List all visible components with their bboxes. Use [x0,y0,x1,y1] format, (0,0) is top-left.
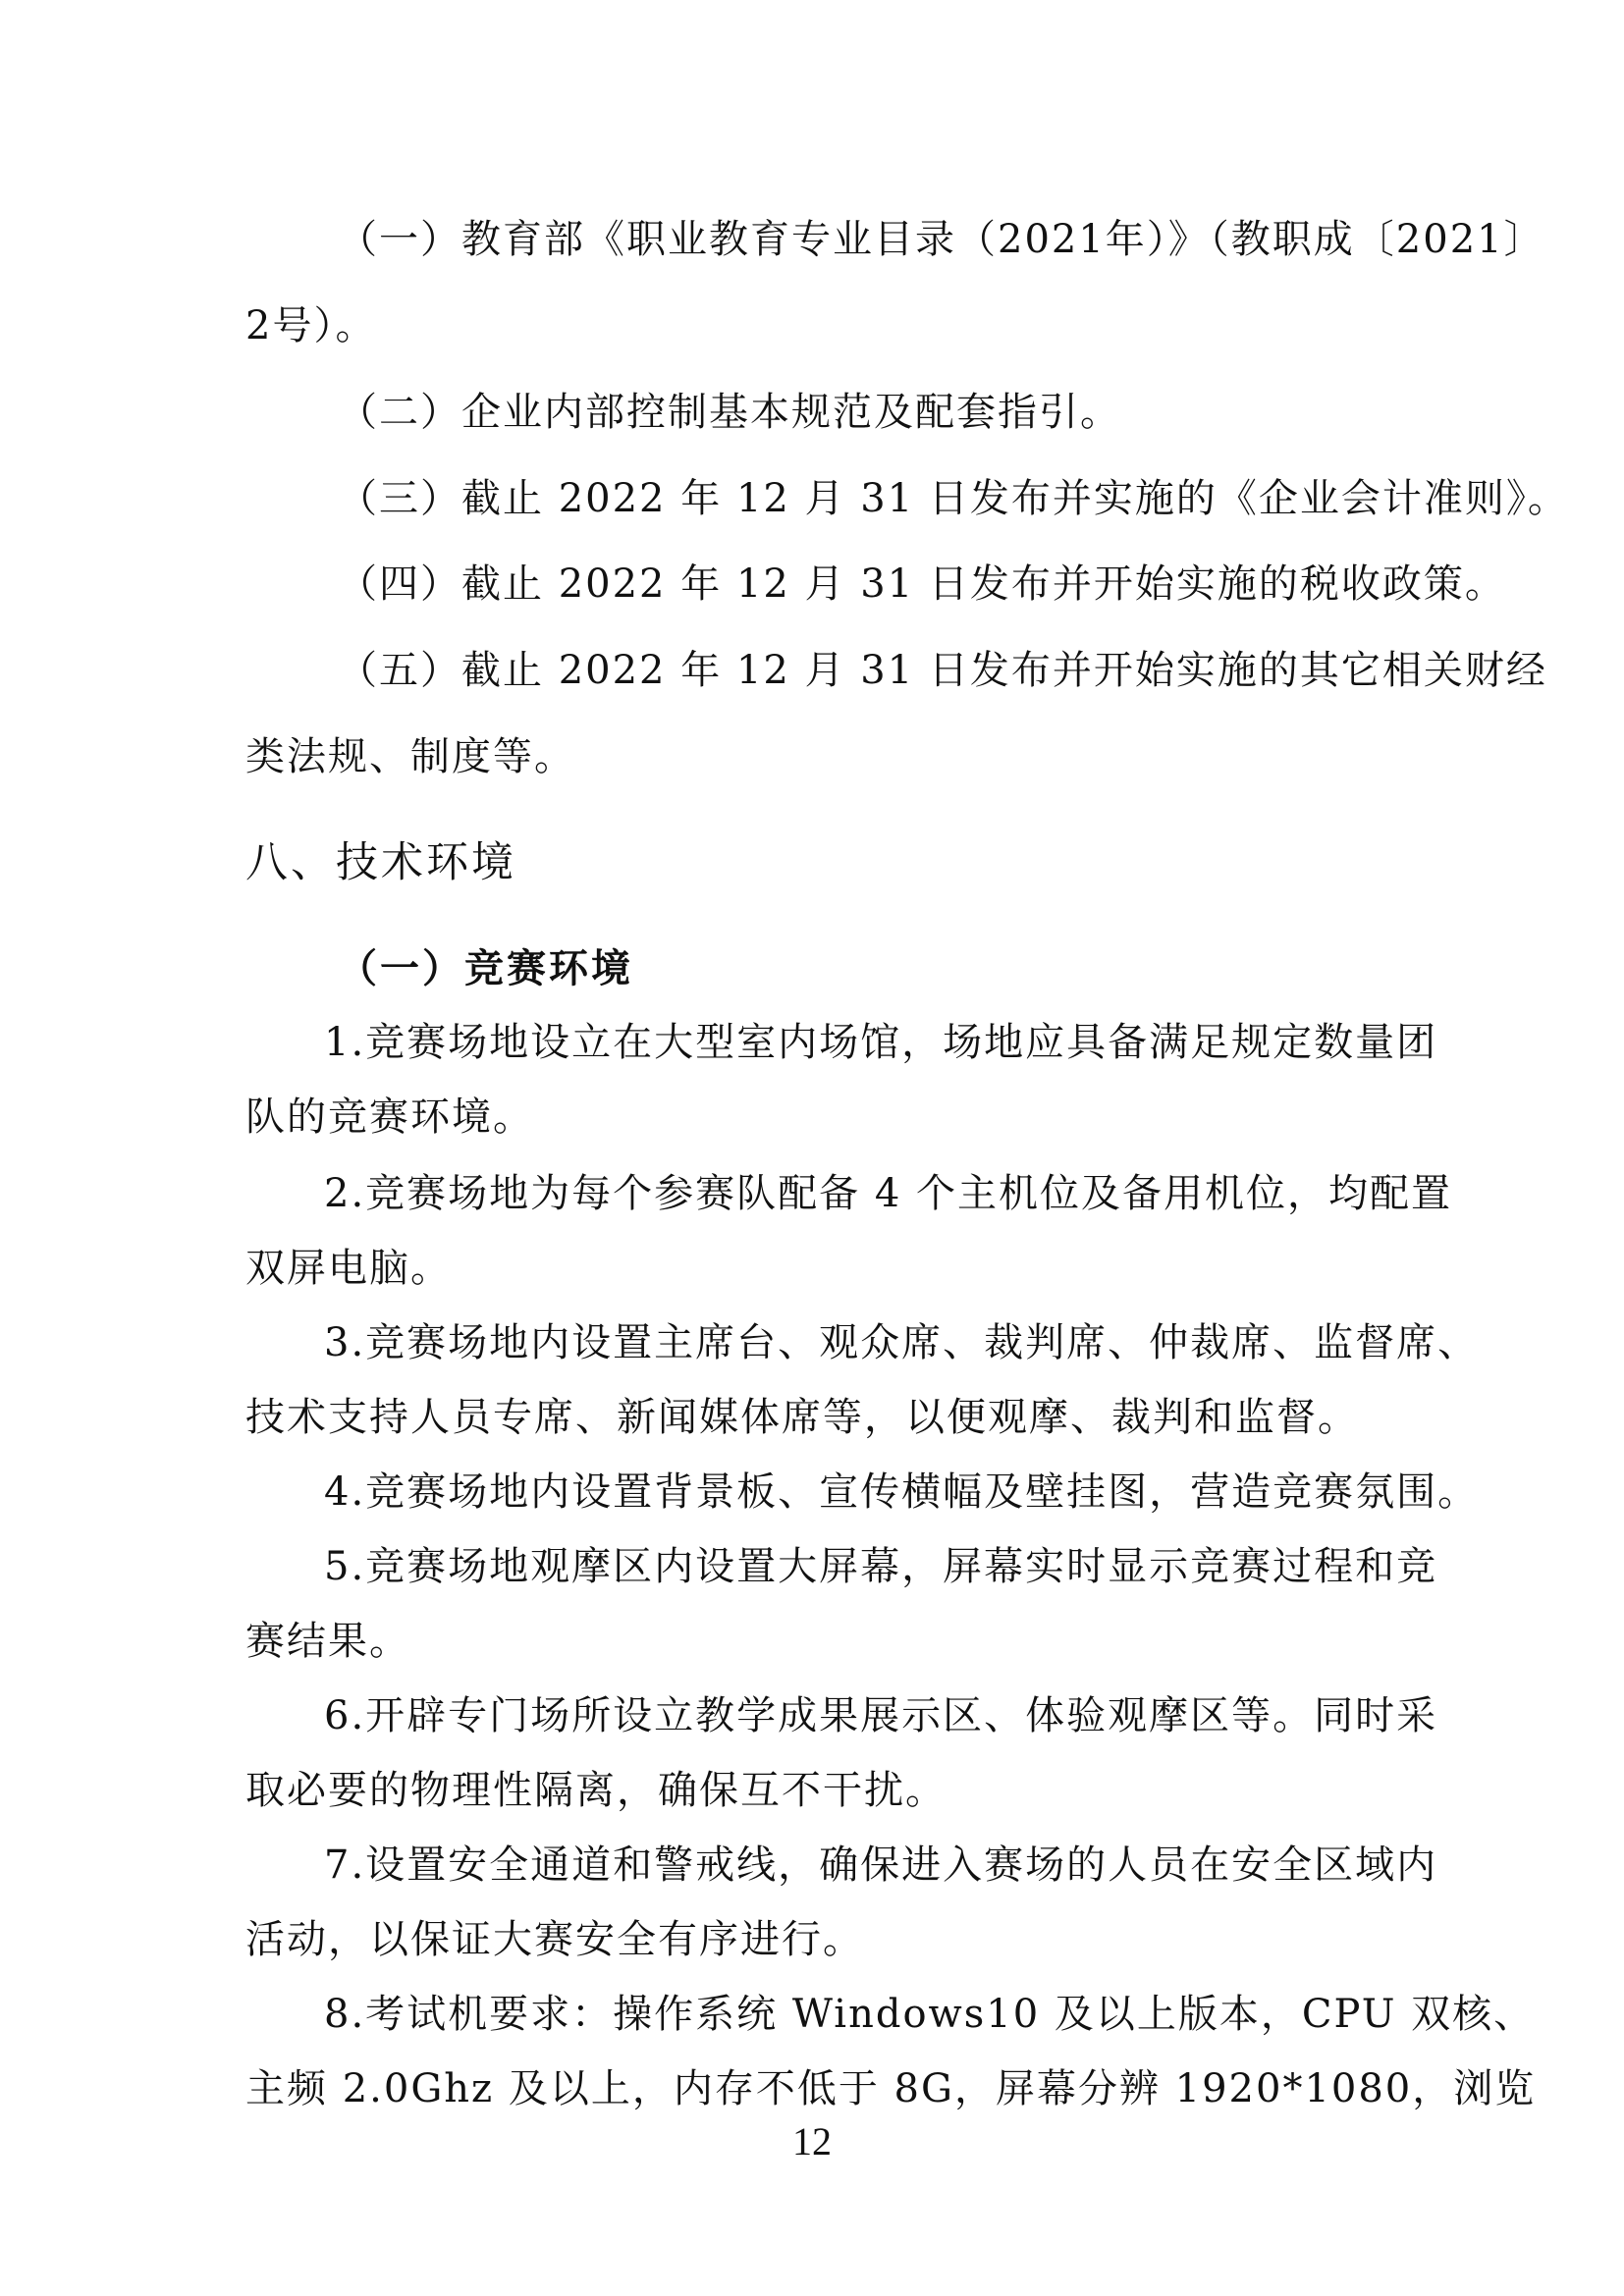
env-item-2-line-2: 双屏电脑。 [245,1246,452,1291]
law-item-1-line-1: （一）教育部《职业教育专业目录（2021年）》（教职成〔2021〕 [338,217,1545,262]
law-item-5-line-2: 类法规、制度等。 [245,734,575,779]
law-item-2: （二）企业内部控制基本规范及配套指引。 [338,390,1121,435]
law-item-5-line-1: （五）截止 2022 年 12 月 31 日发布并开始实施的其它相关财经 [338,648,1547,693]
env-item-4: 4.竞赛场地内设置背景板、宣传横幅及壁挂图，营造竞赛氛围。 [324,1469,1480,1515]
env-item-2-line-1: 2.竞赛场地为每个参赛队配备 4 个主机位及备用机位，均配置 [324,1171,1453,1216]
env-item-6-line-2: 取必要的物理性隔离，确保互不干扰。 [245,1768,947,1813]
law-item-3: （三）截止 2022 年 12 月 31 日发布并实施的《企业会计准则》。 [338,476,1569,521]
env-item-5-line-2: 赛结果。 [245,1619,410,1664]
env-item-1-line-1: 1.竞赛场地设立在大型室内场馆，场地应具备满足规定数量团 [324,1020,1438,1065]
env-item-6-line-1: 6.开辟专门场所设立教学成果展示区、体验观摩区等。同时采 [324,1693,1438,1738]
env-item-3-line-1: 3.竞赛场地内设置主席台、观众席、裁判席、仲裁席、监督席、 [324,1320,1480,1365]
env-item-7-line-2: 活动，以保证大赛安全有序进行。 [245,1917,864,1962]
env-item-3-line-2: 技术支持人员专席、新闻媒体席等，以便观摩、裁判和监督。 [245,1395,1359,1440]
law-item-1-line-2: 2号）。 [245,303,377,348]
env-item-1-line-2: 队的竞赛环境。 [245,1095,534,1140]
env-item-5-line-1: 5.竞赛场地观摩区内设置大屏幕，屏幕实时显示竞赛过程和竞 [324,1544,1438,1589]
subsection-heading: （一）竞赛环境 [338,946,633,991]
page-number: 12 [792,2119,832,2163]
law-item-4: （四）截止 2022 年 12 月 31 日发布并开始实施的税收政策。 [338,561,1506,607]
env-item-8-line-1: 8.考试机要求：操作系统 Windows10 及以上版本，CPU 双核、 [324,1992,1536,2037]
env-item-7-line-1: 7.设置安全通道和警戒线，确保进入赛场的人员在安全区域内 [324,1842,1438,1888]
section-heading: 八、技术环境 [245,838,516,887]
env-item-8-line-2: 主频 2.0Ghz 及以上，内存不低于 8G，屏幕分辨 1920*1080，浏览 [245,2066,1537,2111]
